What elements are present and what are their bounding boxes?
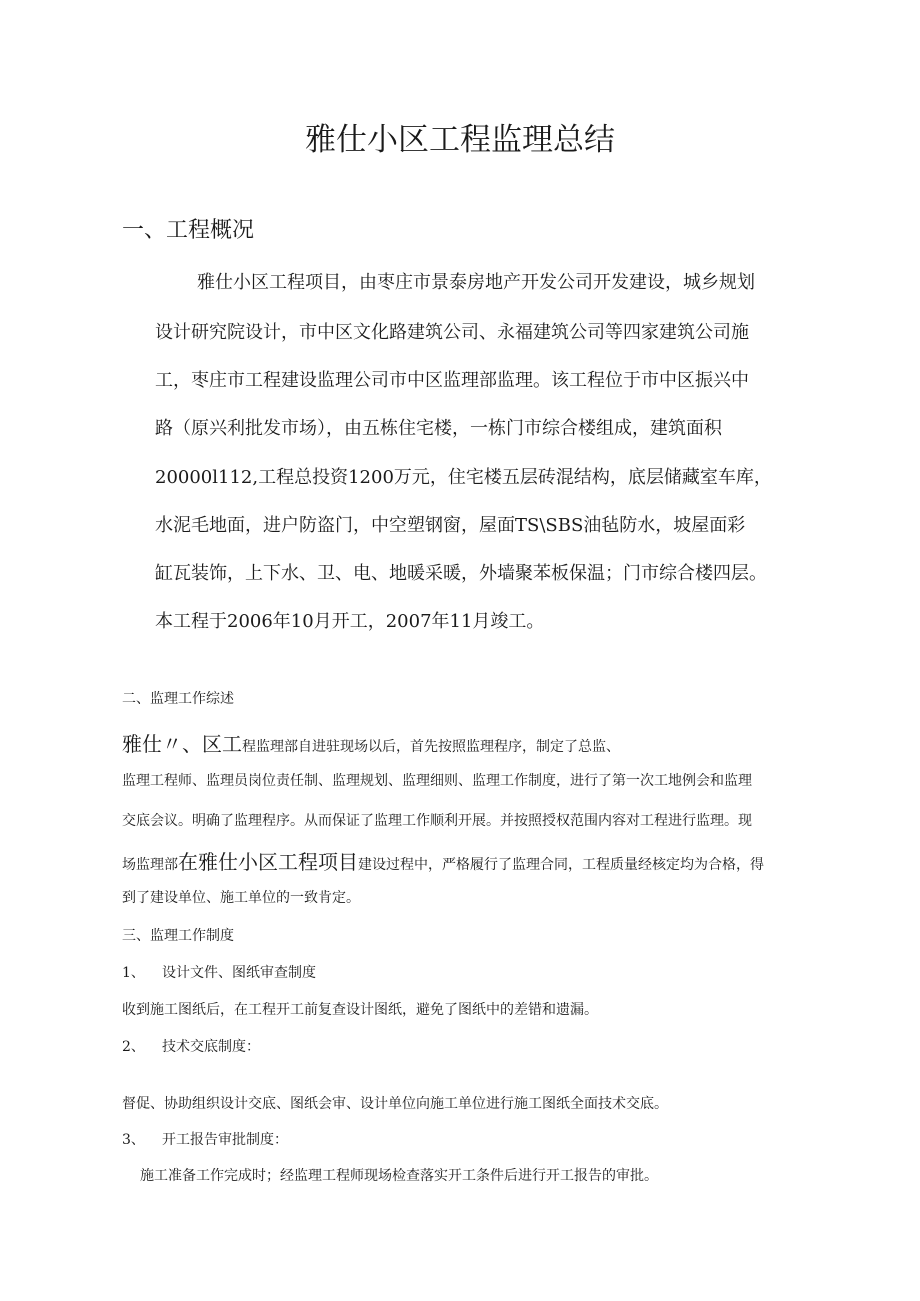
list-item-number: 1、 (122, 965, 145, 981)
section2-line (122, 728, 620, 757)
paragraph-line: 雅仕小区工程项目，由枣庄市景泰房地产开发公司开发建设，城乡规划 (197, 272, 755, 293)
section2-heading: 二、监理工作综述 (122, 691, 234, 707)
section2-line (122, 846, 764, 875)
mixed-text-small: 场监理部 (122, 857, 178, 873)
mixed-text-large: 雅仕〃、区工 (122, 732, 242, 756)
section2-line: 交底会议。明确了监理程序。从而保证了监理工作顺利开展。并按照授权范围内容对工程进行监理。现 (122, 813, 752, 829)
paragraph-line: 20000l112,工程总投资1200万元，住宅楼五层砖混结构，底层储藏室车库， (155, 467, 772, 488)
paragraph-line: 缸瓦装饰，上下水、卫、电、地暖采暖，外墙聚苯板保温；门市综合楼四层。 (155, 563, 767, 584)
paragraph-line: 路（原兴利批发市场），由五栋住宅楼，一栋门市综合楼组成，建筑面积 (155, 418, 722, 439)
paragraph-line: 水泥毛地面，进户防盗门，中空塑钢窗，屋面TS\SBS油毡防水，坡屋面彩 (155, 515, 746, 536)
list-item-desc: 施工准备工作完成时；经监理工程师现场检查落实开工条件后进行开工报告的审批。 (140, 1168, 658, 1184)
section3-heading: 三、监理工作制度 (122, 928, 234, 944)
page-title: 雅仕小区工程监理总结 (305, 122, 615, 158)
section1-heading: 一、工程概况 (122, 218, 255, 243)
list-item-title: 开工报告审批制度： (162, 1132, 288, 1148)
mixed-text-small: 程监理部自进驻现场以后，首先按照监理程序，制定了总监、 (242, 739, 620, 755)
list-item-title: 技术交底制度： (162, 1039, 260, 1055)
section2-line: 到了建设单位、施工单位的一致肯定。 (122, 890, 360, 906)
list-item-desc: 收到施工图纸后，在工程开工前复查设计图纸，避免了图纸中的差错和遗漏。 (122, 1002, 598, 1018)
paragraph-line: 工，枣庄市工程建设监理公司市中区监理部监理。该工程位于市中区振兴中 (155, 370, 749, 391)
paragraph-line: 本工程于2006年10月开工，2007年11月竣工。 (155, 611, 545, 632)
list-item-title: 设计文件、图纸审查制度 (162, 965, 316, 981)
list-item-desc: 督促、协助组织设计交底、图纸会审、设计单位向施工单位进行施工图纸全面技术交底。 (122, 1096, 668, 1112)
list-item-number: 2、 (122, 1039, 145, 1055)
mixed-text-large: 在雅仕小区工程项目 (178, 850, 358, 874)
mixed-text-small: 建设过程中，严格履行了监理合同，工程质量经核定均为合格，得 (358, 857, 764, 873)
paragraph-line: 设计研究院设计，市中区文化路建筑公司、永福建筑公司等四家建筑公司施 (155, 322, 749, 343)
section2-line: 监理工程师、监理员岗位责任制、监理规划、监理细则、监理工作制度，进行了第一次工地例会和监理 (122, 773, 752, 789)
list-item-number: 3、 (122, 1132, 145, 1148)
